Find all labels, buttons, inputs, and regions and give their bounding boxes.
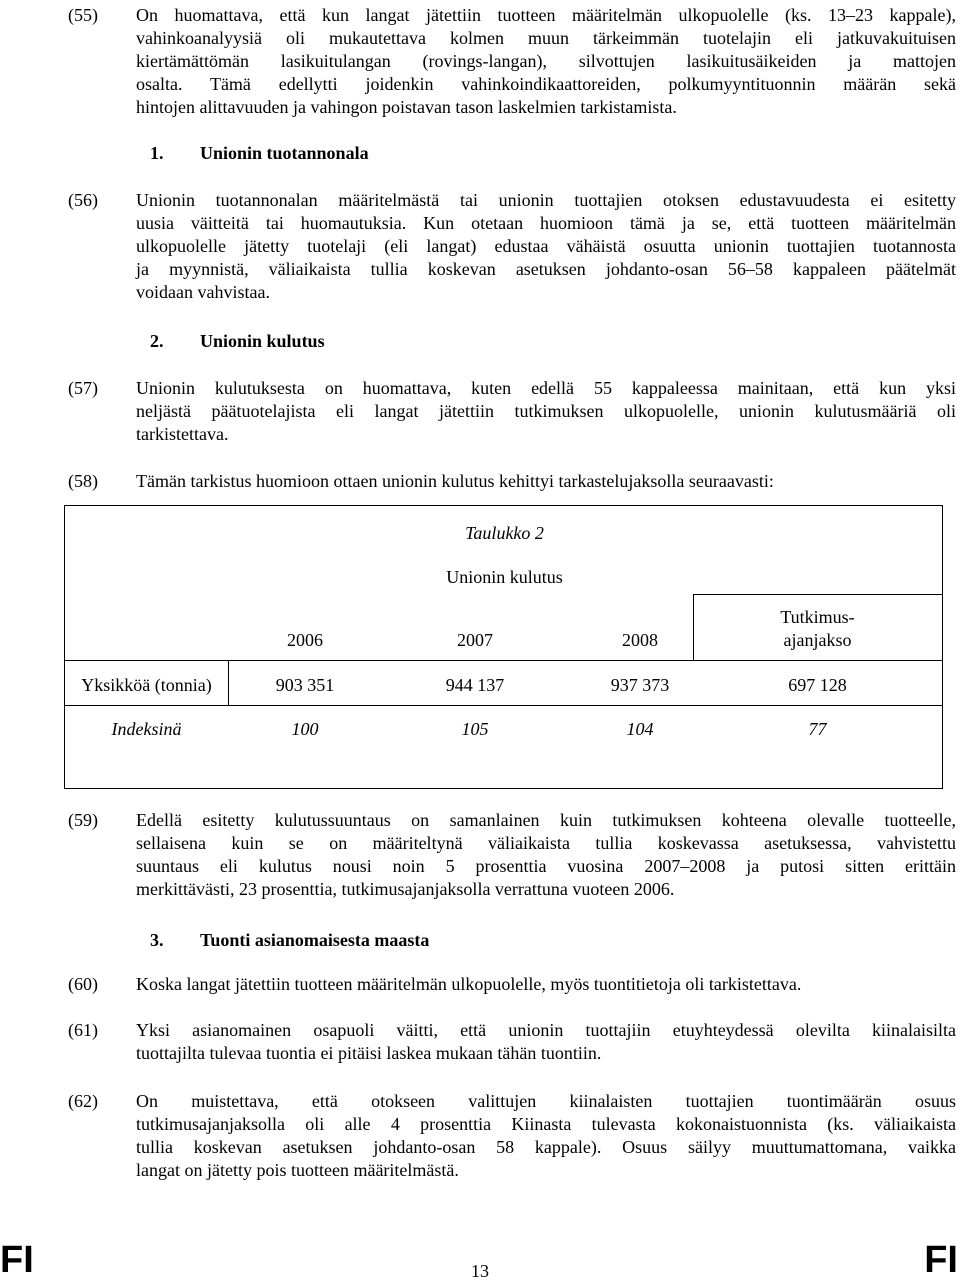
text-line: Yksi asianomainen osapuoli väitti, että unionin tuottajiin etuyhteydessä olevilta kiinalaisilta [136, 1020, 956, 1040]
paragraph-number: (59) [68, 810, 98, 830]
table-title: Taulukko 2 [465, 523, 544, 543]
paragraph-number: (61) [68, 1020, 98, 1040]
text-line: langat on jätetty pois tuotteen määritelmästä. [136, 1160, 459, 1180]
text-line: Tämän tarkistus huomioon ottaen unionin kulutus kehittyi tarkastelujaksolla seuraavasti: [136, 471, 774, 491]
table-rule [65, 660, 942, 661]
text-line: uusia väitteitä tai huomautuksia. Kun otetaan huomioon tämä ja se, että tuotteen määritelmän [136, 213, 956, 233]
table-cell: 100 [291, 719, 319, 739]
text-line: voidaan vahvistaa. [136, 282, 270, 302]
table-cell: 903 351 [275, 675, 335, 695]
footer-language-mark-right: FI [924, 1239, 958, 1281]
text-line: On muistettava, että otokseen valittujen kiinalaisten tuottajien tuontimäärän osuus [136, 1091, 956, 1111]
text-line: tarkistettava. [136, 424, 229, 444]
text-line: ulkopuolelle jätetty tuotelaji (eli langat) edustaa vähäistä osuutta unionin tuottajien tuotannosta [136, 236, 956, 256]
heading-text: Tuonti asianomaisesta maasta [200, 930, 430, 950]
text-line: hintojen alittavuuden ja vahingon poistavan tason laskelmien tarkistamista. [136, 97, 677, 117]
footer-language-mark-left: FI [0, 1239, 34, 1281]
table-cell: 697 128 [788, 675, 847, 695]
consumption-table [64, 505, 943, 789]
table-cell: 77 [808, 719, 827, 739]
paragraph-text [136, 189, 956, 304]
text-line: vahinkoanalyysiä oli mukautettava kolmen muun tärkeimmän tuotelajin eli jatkuvakuituisen [136, 28, 956, 48]
heading-text: Unionin kulutus [200, 331, 325, 351]
paragraph-text [136, 4, 956, 119]
heading-number: 2. [150, 331, 164, 351]
paragraph-text [136, 470, 956, 493]
table-cell: 937 373 [610, 675, 670, 695]
paragraph-text [136, 973, 956, 996]
heading-text: Unionin tuotannonala [200, 143, 369, 163]
table-rule [65, 705, 942, 706]
text-line: merkittävästi, 23 prosenttia, tutkimusajanjaksolla verrattuna vuoteen 2006. [136, 879, 675, 899]
text-line: tuottajilta tulevaa tuontia ei pitäisi laskea mukaan tähän tuontiin. [136, 1043, 602, 1063]
text-line: Koska langat jätettiin tuotteen määritelmän ulkopuolelle, myös tuontitietoja oli tarkistettava. [136, 974, 802, 994]
text-line: tullia koskevan asetuksen johdanto-osan 58 kappale). Osuus säilyy muuttumattomana, vaikka [136, 1137, 956, 1157]
text-line: osalta. Tämä edellytti joidenkin vahinkoindikaattoreiden, polkumyyntituonnin määrän sekä [136, 74, 956, 94]
text-line: suuntaus eli kulutus nousi noin 5 prosenttia vuosina 2007–2008 ja putosi sitten erittäin [136, 856, 956, 876]
table-subtitle: Unionin kulutus [446, 567, 563, 587]
page-number: 13 [471, 1261, 489, 1281]
paragraph-number: (58) [68, 471, 98, 491]
text-line: Edellä esitetty kulutussuuntaus on samanlainen kuin tutkimuksen kohteena olevalle tuotteelle, [136, 810, 956, 830]
paragraph-number: (57) [68, 378, 98, 398]
column-header: 2008 [622, 630, 658, 650]
table-cell: 104 [626, 719, 654, 739]
paragraph-number: (62) [68, 1091, 98, 1111]
text-line: Unionin tuotannonalan määritelmästä tai unionin tuottajien otoksen edustavuudesta ei esitetty [136, 190, 956, 210]
text-line: neljästä päätuotelajista eli langat jätettiin tutkimuksen ulkopuolelle, unionin kulutusmääriä oli [136, 401, 956, 421]
table-cell: 105 [461, 719, 489, 739]
text-line: tutkimusajanjaksolla oli alle 4 prosenttia Kiinasta tulevasta kokonaistuonnista (ks. väliaikaista [136, 1114, 956, 1134]
paragraph-number: (55) [68, 5, 98, 25]
column-header: Tutkimus- [780, 607, 855, 627]
text-line: On huomattava, että kun langat jätettiin tuotteen määritelmän ulkopuolelle (ks. 13–23 kappale), [136, 5, 956, 25]
paragraph-text [136, 809, 956, 901]
column-header: 2006 [287, 630, 323, 650]
row-label: Yksikköä (tonnia) [81, 675, 212, 695]
heading-number: 1. [150, 143, 164, 163]
heading-number: 3. [150, 930, 164, 950]
paragraph-text [136, 1019, 956, 1065]
paragraph-text [136, 1090, 956, 1182]
table-cell: 944 137 [445, 675, 505, 695]
column-header: ajanjakso [783, 630, 852, 650]
paragraph-text [136, 377, 956, 446]
column-header: 2007 [457, 630, 493, 650]
text-line: sellaisena kuin se on määriteltynä väliaikaista tullia koskevassa asetuksessa, vahvistettu [136, 833, 956, 853]
table-rule [228, 660, 229, 705]
text-line: Unionin kulutuksesta on huomattava, kuten edellä 55 kappaleessa mainitaan, että kun yksi [136, 378, 956, 398]
row-label: Indeksinä [111, 719, 182, 739]
text-line: kiertämättömän lasikuitulangan (rovings-langan), silvottujen lasikuitusäikeiden ja mattojen [136, 51, 956, 71]
text-line: ja myynnistä, väliaikaista tullia koskevan asetuksen johdanto-osan 56–58 kappaleen päätelmät [136, 259, 956, 279]
paragraph-number: (60) [68, 974, 98, 994]
paragraph-number: (56) [68, 190, 98, 210]
table-rule [693, 594, 942, 595]
